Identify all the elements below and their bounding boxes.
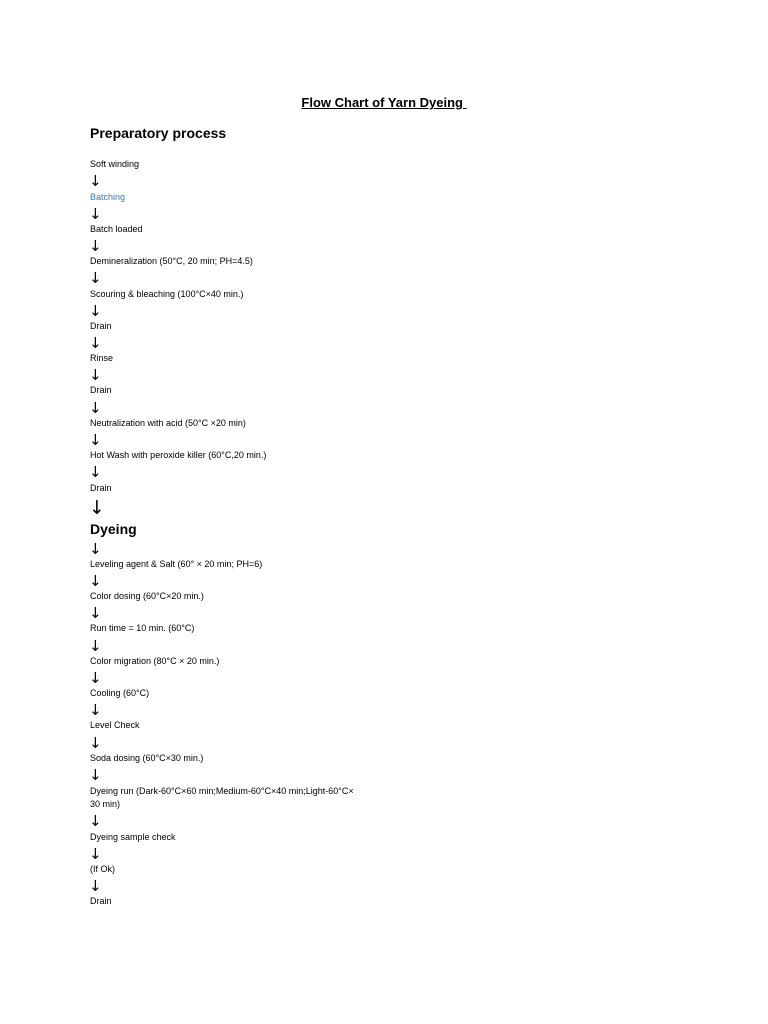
- step-batch-loaded: Batch loaded: [90, 224, 143, 234]
- down-arrow-icon: ↓: [89, 463, 102, 481]
- down-arrow-icon: ↓: [89, 205, 102, 223]
- step-color-dosing: Color dosing (60°C×20 min.): [90, 591, 204, 601]
- down-arrow-icon: ↓: [89, 302, 102, 320]
- step-if-ok: (If Ok): [90, 864, 115, 874]
- step-drain: Drain: [90, 321, 112, 331]
- down-arrow-icon: ↓: [89, 812, 102, 830]
- down-arrow-icon: ↓: [89, 399, 102, 417]
- down-arrow-icon: ↓: [89, 734, 102, 752]
- down-arrow-icon: ↓: [89, 366, 102, 384]
- step-dyeing-run-continued: 30 min): [90, 799, 121, 809]
- step-batching-link[interactable]: Batching: [90, 192, 126, 202]
- step-hot-wash: Hot Wash with peroxide killer (60°C,20 min.): [90, 450, 267, 460]
- step-scouring-bleaching: Scouring & bleaching (100°C×40 min.): [90, 289, 244, 299]
- down-arrow-icon: ↓: [89, 877, 102, 895]
- down-arrow-icon: ↓: [89, 766, 102, 784]
- down-arrow-icon: ↓: [89, 269, 102, 287]
- step-soft-winding: Soft winding: [90, 159, 140, 169]
- step-drain: Drain: [90, 483, 112, 493]
- down-arrow-icon: ↓: [89, 540, 102, 558]
- down-arrow-icon: ↓: [89, 604, 102, 622]
- down-arrow-icon: ↓: [89, 637, 102, 655]
- down-arrow-icon: ↓: [89, 497, 105, 519]
- preparatory-heading: Preparatory process: [90, 125, 227, 141]
- step-demineralization: Demineralization (50°C, 20 min; PH=4.5): [90, 256, 253, 266]
- step-dyeing-run: Dyeing run (Dark-60°C×60 min;Medium-60°C×40 min;Light-60°C×: [90, 786, 354, 796]
- step-level-check: Level Check: [90, 720, 140, 730]
- down-arrow-icon: ↓: [89, 237, 102, 255]
- step-color-migration: Color migration (80°C × 20 min.): [90, 656, 220, 666]
- step-leveling-agent-salt: Leveling agent & Salt (60° × 20 min; PH=6): [90, 559, 263, 569]
- step-rinse: Rinse: [90, 353, 114, 363]
- step-drain: Drain: [90, 896, 112, 906]
- document-title: Flow Chart of Yarn Dyeing: [301, 95, 467, 110]
- down-arrow-icon: ↓: [89, 845, 102, 863]
- step-cooling: Cooling (60°C): [90, 688, 150, 698]
- down-arrow-icon: ↓: [89, 701, 102, 719]
- down-arrow-icon: ↓: [89, 669, 102, 687]
- dyeing-heading: Dyeing: [90, 521, 137, 537]
- step-neutralization: Neutralization with acid (50°C ×20 min): [90, 418, 246, 428]
- down-arrow-icon: ↓: [89, 334, 102, 352]
- down-arrow-icon: ↓: [89, 431, 102, 449]
- down-arrow-icon: ↓: [89, 572, 102, 590]
- down-arrow-icon: ↓: [89, 172, 102, 190]
- step-drain: Drain: [90, 385, 112, 395]
- step-soda-dosing: Soda dosing (60°C×30 min.): [90, 753, 204, 763]
- step-dyeing-sample-check: Dyeing sample check: [90, 832, 176, 842]
- step-run-time: Run time = 10 min. (60°C): [90, 623, 195, 633]
